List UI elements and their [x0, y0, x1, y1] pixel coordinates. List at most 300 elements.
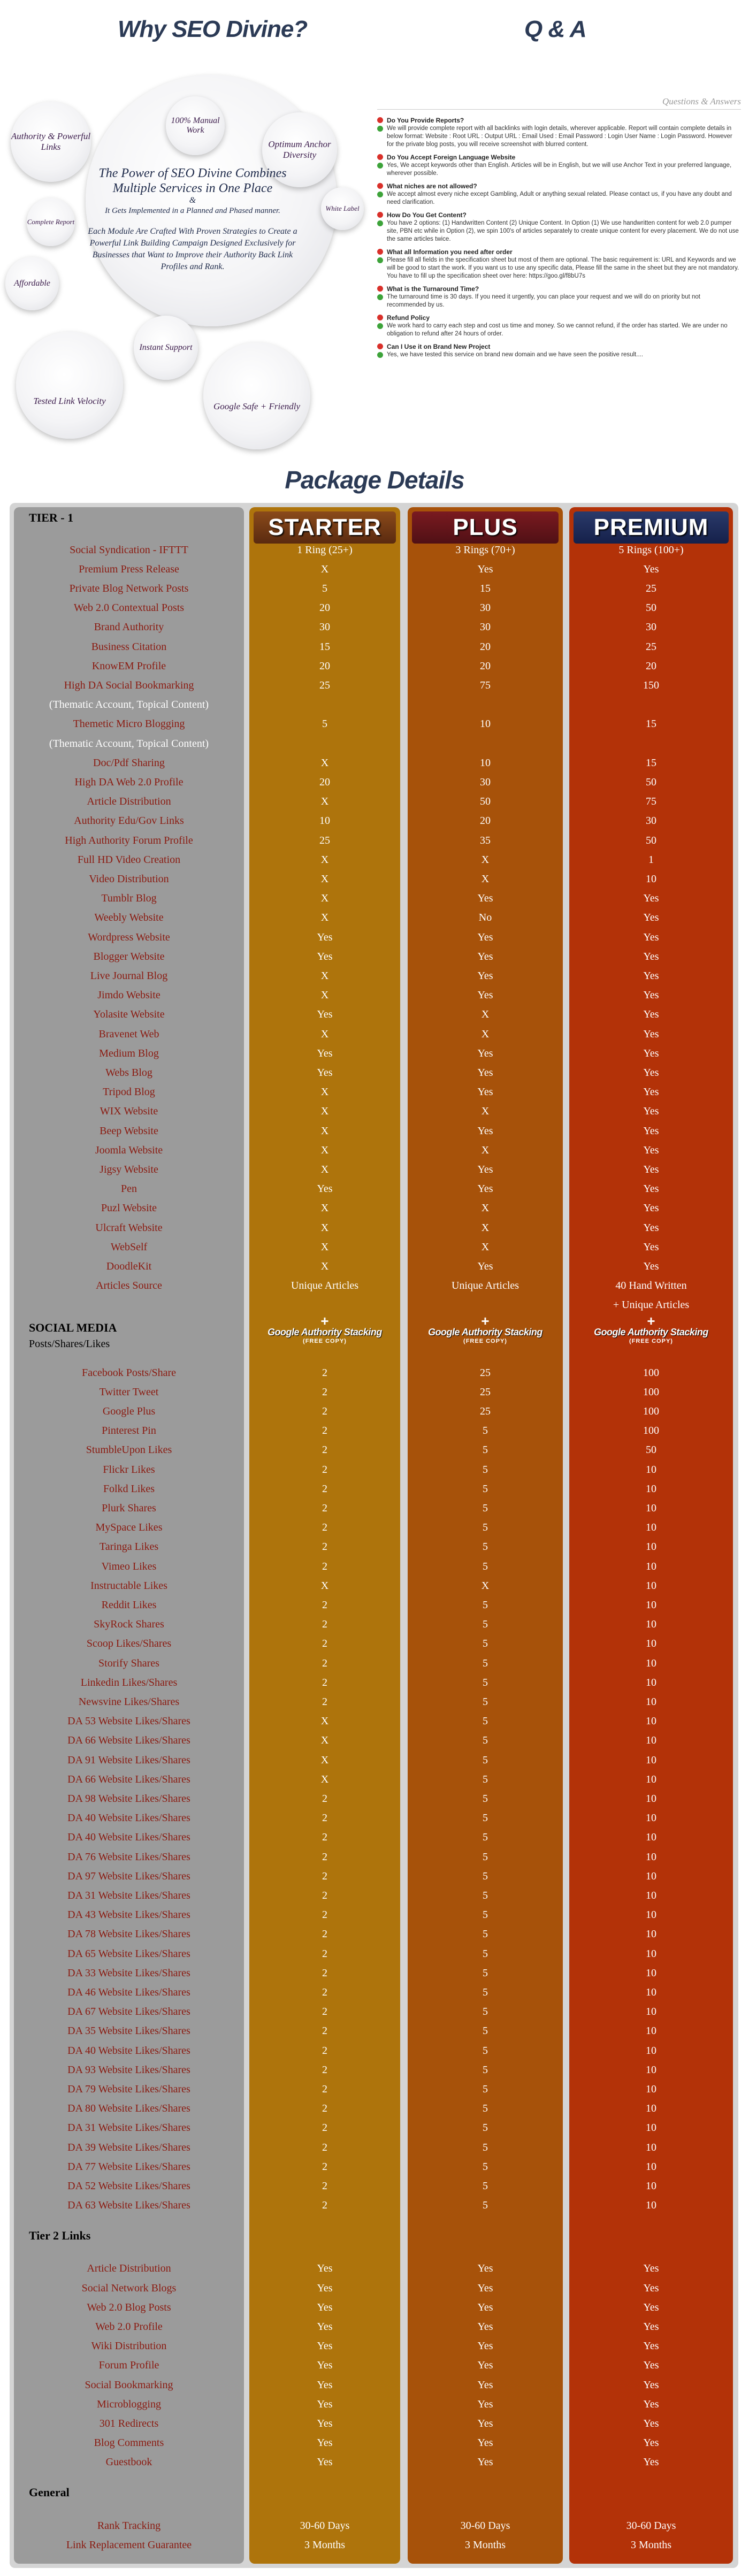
feature-label: Premium Press Release: [79, 563, 179, 575]
plus-value: Yes: [477, 1086, 493, 1098]
premium-value: 10: [646, 1657, 656, 1669]
feature-label: Newsvine Likes/Shares: [78, 1695, 180, 1708]
starter-value: [249, 695, 400, 715]
premium-value: 10: [646, 873, 656, 885]
plus-value: 5: [483, 2141, 488, 2153]
feature-label: Wordpress Website: [88, 931, 170, 943]
starter-value: 25: [319, 834, 330, 846]
feature-label: DA 46 Website Likes/Shares: [67, 1986, 190, 1998]
starter-value: 2: [322, 2006, 327, 2018]
feature-label: Taringa Likes: [99, 1541, 159, 1553]
plus-value: Yes: [477, 2456, 493, 2468]
plus-value: 3 Months: [464, 2539, 506, 2551]
premium-value: Yes: [643, 1086, 659, 1098]
answer-bullet-icon: [377, 323, 383, 329]
feature-label: [14, 1296, 244, 1315]
premium-value: 100: [643, 1366, 659, 1379]
premium-value: 75: [646, 796, 656, 808]
premium-value: 40 Hand Written: [615, 1280, 687, 1292]
feature-label: Article Distribution: [87, 796, 171, 808]
bubble-report: Complete Report: [27, 198, 75, 246]
premium-value: 30: [646, 815, 656, 827]
feature-label: Web 2.0 Contextual Posts: [73, 602, 185, 614]
starter-value: 2: [322, 1967, 327, 1979]
premium-value: Yes: [643, 989, 659, 1002]
starter-value: X: [320, 1163, 329, 1175]
plus-value: 5: [483, 1618, 488, 1631]
premium-value: Yes: [643, 2398, 659, 2410]
starter-value: 25: [319, 679, 330, 691]
feature-label: High DA Social Bookmarking: [64, 679, 194, 691]
premium-value: 10: [646, 2083, 656, 2095]
plus-value: X: [481, 1202, 490, 1214]
plus-value: Yes: [477, 1066, 493, 1079]
premium-value: 5 Rings (100+): [618, 544, 684, 556]
feature-column: [14, 507, 244, 2564]
plus-value: X: [481, 1579, 490, 1592]
premium-value: 10: [646, 1463, 656, 1476]
question-bullet-icon: [377, 286, 383, 292]
starter-value: X: [320, 969, 329, 982]
plus-value: Yes: [477, 1125, 493, 1137]
qa-answer: Yes, We accept keywords other than English. Articles will be in English, but we will use Anchor Text in your preferred language, wherever possible.: [387, 162, 732, 177]
plus-value: Yes: [477, 989, 493, 1002]
feature-label: DA 65 Website Likes/Shares: [67, 1947, 190, 1960]
answer-bullet-icon: [377, 220, 383, 226]
plus-value: 5: [483, 1889, 488, 1901]
starter-value: 2: [322, 1851, 327, 1863]
feature-label: Private Blog Network Posts: [69, 582, 189, 594]
starter-value: 2: [322, 2160, 327, 2173]
qa-question: Refund Policy: [387, 314, 430, 322]
premium-value: 100: [643, 1425, 659, 1437]
premium-value: Yes: [643, 1221, 659, 1234]
plus-value: Yes: [477, 2398, 493, 2410]
starter-value: 30-60 Days: [300, 2519, 350, 2532]
starter-value: 2: [322, 1405, 327, 1417]
premium-value: 10: [646, 1579, 656, 1592]
starter-value: 1 Ring (25+): [297, 544, 353, 556]
feature-label: (Thematic Account, Topical Content): [49, 699, 209, 711]
stack-plus: +: [320, 1313, 329, 1329]
feature-label: Tumblr Blog: [101, 892, 157, 905]
starter-value: X: [320, 796, 329, 808]
feature-label: Medium Blog: [99, 1047, 159, 1059]
feature-label: DA 63 Website Likes/Shares: [67, 2199, 190, 2212]
qa-answer: We work hard to carry each step and cost us time and money. So we cannot refund, if the order has started. We are under no obligation to refund after 24 hours of order.: [387, 323, 728, 337]
plus-header: PLUS: [412, 511, 559, 544]
google-stacking-bonus: [408, 1315, 563, 1344]
plus-value: No: [478, 912, 492, 924]
plus-value: 5: [483, 2006, 488, 2018]
starter-value: Unique Articles: [291, 1280, 359, 1292]
starter-value: 2: [322, 2044, 327, 2057]
feature-label: Folkd Likes: [103, 1482, 155, 1495]
feature-label: Article Distribution: [87, 2262, 171, 2275]
starter-value: 2: [322, 1947, 327, 1960]
bubble-authority: Authority & Powerful Links: [11, 102, 91, 182]
starter-value: X: [320, 563, 329, 575]
premium-value: Yes: [643, 2262, 659, 2275]
plus-value: 5: [483, 1831, 488, 1844]
plus-value: 5: [483, 1463, 488, 1476]
feature-label: Facebook Posts/Share: [81, 1366, 177, 1379]
premium-value: 30-60 Days: [626, 2519, 676, 2532]
tier2-title: Tier 2 Links: [29, 2228, 91, 2242]
answer-bullet-icon: [377, 192, 383, 197]
premium-value: Yes: [643, 2456, 659, 2468]
social-subtitle: Posts/Shares/Likes: [29, 1337, 110, 1350]
plus-value: 25: [480, 1405, 491, 1417]
starter-value: [249, 1296, 400, 1315]
starter-value: 2: [322, 1366, 327, 1379]
question-bullet-icon: [377, 343, 383, 349]
general-title: General: [29, 2486, 70, 2499]
plus-value: Yes: [477, 1047, 493, 1059]
feature-label: MySpace Likes: [95, 1522, 163, 1534]
feature-label: DA 80 Website Likes/Shares: [67, 2103, 190, 2115]
starter-value: 2: [322, 1599, 327, 1611]
social-title: SOCIAL MEDIA: [29, 1321, 117, 1334]
premium-value: 50: [646, 1444, 656, 1456]
premium-value: 10: [646, 1986, 656, 1998]
plus-value: 5: [483, 1986, 488, 1998]
premium-value: Yes: [643, 912, 659, 924]
plus-value: 5: [483, 1541, 488, 1553]
plus-value: [408, 734, 563, 753]
premium-value: Yes: [643, 2340, 659, 2352]
feature-label: Plurk Shares: [102, 1502, 156, 1514]
plus-value: 30: [480, 776, 491, 788]
plus-value: 5: [483, 1522, 488, 1534]
center-subtitle: It Gets Implemented in a Planned and Phased manner.: [105, 207, 280, 215]
plus-value: 5: [483, 1695, 488, 1708]
premium-value: 3 Months: [630, 2539, 672, 2551]
starter-column: [249, 507, 400, 2564]
plus-value: 5: [483, 1502, 488, 1514]
starter-value: 2: [322, 1792, 327, 1805]
feature-label: Ulcraft Website: [95, 1221, 163, 1234]
bubble-manual-work: 100% Manual Work: [166, 96, 225, 155]
premium-value: 10: [646, 1638, 656, 1650]
starter-value: 30: [319, 621, 330, 633]
qa-item: [377, 182, 741, 207]
feature-label: Jigsy Website: [100, 1163, 158, 1175]
premium-value: 10: [646, 1482, 656, 1495]
plus-value: Yes: [477, 2359, 493, 2372]
premium-value: 10: [646, 2025, 656, 2037]
feature-label: DA 35 Website Likes/Shares: [67, 2025, 190, 2037]
plus-value: 25: [480, 1366, 491, 1379]
plus-value: 5: [483, 1734, 488, 1747]
feature-label: DA 78 Website Likes/Shares: [67, 1928, 190, 1940]
starter-value: 2: [322, 1676, 327, 1688]
stack-title: Google Authority Stacking: [594, 1327, 708, 1337]
feature-label: Blog Comments: [94, 2437, 164, 2449]
starter-value: X: [320, 1144, 329, 1156]
stack-plus: +: [647, 1313, 655, 1329]
plus-value: 35: [480, 834, 491, 846]
bubble-instant-support: Instant Support: [134, 316, 198, 380]
starter-header: STARTER: [254, 511, 396, 544]
starter-value: 5: [322, 582, 327, 594]
starter-value: X: [320, 756, 329, 769]
plus-value: 5: [483, 2199, 488, 2212]
feature-label: DA 39 Website Likes/Shares: [67, 2141, 190, 2153]
starter-value: 2: [322, 1618, 327, 1631]
qa-section: [377, 96, 741, 363]
plus-value: 5: [483, 1909, 488, 1921]
feature-label: DA 33 Website Likes/Shares: [67, 1967, 190, 1979]
feature-label: DA 31 Website Likes/Shares: [67, 2122, 190, 2134]
premium-value: 10: [646, 1754, 656, 1766]
plus-value: X: [481, 853, 490, 866]
bubble-white-label: White Label: [321, 187, 364, 230]
starter-value: X: [320, 989, 329, 1002]
question-bullet-icon: [377, 117, 383, 123]
plus-value: Yes: [477, 2417, 493, 2429]
feature-label: DA 91 Website Likes/Shares: [67, 1754, 190, 1766]
starter-value: X: [320, 892, 329, 905]
plus-value: 30-60 Days: [460, 2519, 510, 2532]
feature-label: Social Network Blogs: [81, 2282, 177, 2294]
feature-label: Storify Shares: [98, 1657, 159, 1669]
plus-value: Yes: [477, 2340, 493, 2352]
feature-label: High DA Web 2.0 Profile: [74, 776, 184, 788]
starter-value: Yes: [317, 931, 333, 943]
plus-value: 5: [483, 1425, 488, 1437]
starter-value: Yes: [317, 2282, 333, 2294]
premium-value: 10: [646, 1792, 656, 1805]
qa-header: Questions & Answers: [377, 96, 741, 110]
premium-header: PREMIUM: [574, 511, 729, 544]
plus-value: X: [481, 1221, 490, 1234]
feature-label: WIX Website: [100, 1105, 158, 1118]
plus-value: 5: [483, 1638, 488, 1650]
qa-question: How Do You Get Content?: [387, 211, 467, 219]
premium-value: 10: [646, 1541, 656, 1553]
plus-value: Yes: [477, 2437, 493, 2449]
feature-label: Flickr Likes: [103, 1463, 155, 1476]
premium-value: [569, 695, 733, 715]
answer-bullet-icon: [377, 294, 383, 300]
premium-value: 150: [643, 679, 659, 691]
feature-label: Yolasite Website: [93, 1008, 165, 1021]
plus-value: [408, 695, 563, 715]
qa-question: Can I Use it on Brand New Project: [387, 343, 491, 350]
qa-item: [377, 342, 741, 359]
starter-value: 2: [322, 1986, 327, 1998]
qa-answer: The turnaround time is 30 days. If you need it urgently, you can place your request and we will do on priority but not recommended by us.: [387, 294, 700, 308]
bubble-google-safe: Google Safe + Friendly: [203, 342, 310, 449]
premium-value: 10: [646, 1502, 656, 1514]
starter-value: X: [320, 873, 329, 885]
feature-label: Web 2.0 Profile: [95, 2320, 163, 2333]
feature-label: KnowEM Profile: [91, 660, 166, 672]
feature-label: Reddit Likes: [101, 1599, 157, 1611]
premium-value: Yes: [643, 1008, 659, 1021]
premium-value: 10: [646, 1851, 656, 1863]
center-amp: &: [189, 196, 196, 205]
plus-value: 20: [480, 640, 491, 653]
starter-value: 2: [322, 2025, 327, 2037]
feature-label: DA 67 Website Likes/Shares: [67, 2006, 190, 2018]
plus-value: 5: [483, 2160, 488, 2173]
starter-value: X: [320, 1221, 329, 1234]
plus-value: 5: [483, 2025, 488, 2037]
starter-value: 10: [319, 815, 330, 827]
premium-value: + Unique Articles: [613, 1299, 690, 1311]
feature-label: StumbleUpon Likes: [86, 1444, 172, 1456]
feature-label: Instructable Likes: [90, 1579, 167, 1592]
starter-value: X: [320, 1734, 329, 1747]
plus-value: 5: [483, 1676, 488, 1688]
package-heading: Package Details: [285, 466, 464, 494]
premium-value: 10: [646, 2103, 656, 2115]
feature-label: Pen: [121, 1183, 137, 1195]
premium-value: Yes: [643, 2282, 659, 2294]
qa-item: [377, 314, 741, 338]
plus-value: Yes: [477, 2282, 493, 2294]
google-stacking-bonus: [249, 1315, 400, 1344]
feature-label: SkyRock Shares: [94, 1618, 164, 1631]
plus-column: [408, 507, 563, 2564]
starter-value: Yes: [317, 2398, 333, 2410]
feature-label: Social Bookmarking: [85, 2379, 173, 2391]
plus-value: 5: [483, 1773, 488, 1785]
plus-value: 5: [483, 1599, 488, 1611]
starter-value: 2: [322, 1386, 327, 1398]
feature-label: Link Replacement Guarantee: [66, 2539, 192, 2551]
premium-value: 10: [646, 1618, 656, 1631]
plus-value: 30: [480, 602, 491, 614]
plus-value: 5: [483, 1812, 488, 1824]
premium-value: Yes: [643, 2437, 659, 2449]
tier1-title: TIER - 1: [29, 511, 74, 524]
feature-label: High Authority Forum Profile: [65, 834, 193, 846]
plus-value: 20: [480, 815, 491, 827]
plus-value: X: [481, 1241, 490, 1253]
starter-value: 15: [319, 640, 330, 653]
bubble-affordable: Affordable: [5, 257, 59, 310]
features-bubble-area: [11, 75, 369, 449]
feature-label: DA 40 Website Likes/Shares: [67, 1812, 190, 1824]
plus-value: Yes: [477, 1260, 493, 1272]
plus-value: 5: [483, 2180, 488, 2192]
feature-label: Forum Profile: [98, 2359, 159, 2372]
qa-question: Do You Provide Reports?: [387, 117, 464, 124]
stack-title: Google Authority Stacking: [268, 1327, 382, 1337]
starter-value: 2: [322, 1482, 327, 1495]
answer-bullet-icon: [377, 257, 383, 263]
plus-value: 5: [483, 1482, 488, 1495]
why-heading: Why SEO Divine?: [118, 16, 308, 42]
premium-value: Yes: [643, 1144, 659, 1156]
starter-value: Yes: [317, 2262, 333, 2275]
starter-value: Yes: [317, 2379, 333, 2391]
feature-label: Themetic Micro Blogging: [73, 718, 185, 730]
premium-value: Yes: [643, 1125, 659, 1137]
premium-value: 50: [646, 834, 656, 846]
feature-label: Authority Edu/Gov Links: [74, 815, 184, 827]
premium-value: 10: [646, 1695, 656, 1708]
starter-value: Yes: [317, 1066, 333, 1079]
feature-label: Scoop Likes/Shares: [86, 1638, 172, 1650]
plus-value: 5: [483, 1560, 488, 1572]
qa-answer: Yes, we have tested this service on brand new domain and we have seen the positive result....: [387, 351, 644, 358]
feature-label: DA 31 Website Likes/Shares: [67, 1889, 190, 1901]
premium-value: 10: [646, 1947, 656, 1960]
premium-value: 10: [646, 2063, 656, 2076]
plus-value: Yes: [477, 563, 493, 575]
feature-label: Social Syndication - IFTTT: [70, 544, 188, 556]
feature-label: DA 97 Website Likes/Shares: [67, 1870, 190, 1882]
starter-value: 2: [322, 1831, 327, 1844]
feature-label: Video Distribution: [89, 873, 169, 885]
plus-value: 5: [483, 1851, 488, 1863]
feature-label: Bravenet Web: [98, 1028, 159, 1040]
feature-label: Weebly Website: [94, 912, 164, 924]
starter-value: 2: [322, 2141, 327, 2153]
feature-label: DA 77 Website Likes/Shares: [67, 2160, 190, 2173]
feature-label: DA 52 Website Likes/Shares: [67, 2180, 190, 2192]
premium-value: Yes: [643, 1066, 659, 1079]
qa-question: What is the Turnaround Time?: [387, 285, 479, 293]
premium-value: Yes: [643, 563, 659, 575]
starter-value: X: [320, 912, 329, 924]
starter-value: 2: [322, 1812, 327, 1824]
feature-label: Brand Authority: [94, 621, 164, 633]
starter-value: 5: [322, 718, 327, 730]
google-stacking-bonus: [569, 1315, 733, 1344]
premium-value: 25: [646, 582, 656, 594]
center-title: The Power of SEO Divine Combines Multiple Services in One Place: [98, 166, 287, 195]
premium-value: 10: [646, 2006, 656, 2018]
plus-value: Yes: [477, 892, 493, 905]
qa-question: Do You Accept Foreign Language Website: [387, 154, 516, 161]
starter-value: Yes: [317, 2340, 333, 2352]
starter-value: 20: [319, 602, 330, 614]
premium-value: 10: [646, 1870, 656, 1882]
feature-label: Linkedin Likes/Shares: [80, 1676, 178, 1688]
plus-value: Unique Articles: [451, 1280, 519, 1292]
answer-bullet-icon: [377, 352, 383, 358]
qa-item: [377, 211, 741, 243]
premium-value: 15: [646, 718, 656, 730]
qa-item: [377, 248, 741, 280]
premium-value: 10: [646, 2141, 656, 2153]
premium-value: 10: [646, 2199, 656, 2212]
premium-value: Yes: [643, 2417, 659, 2429]
starter-value: 2: [322, 1928, 327, 1940]
plus-value: 5: [483, 1792, 488, 1805]
plus-value: 5: [483, 2103, 488, 2115]
center-body: Each Module Are Crafted With Proven Strategies to Create a Powerful Link Building Campaign Designed Exclusively for Businesses that Want to Improve their Authority Back Link Profiles and Rank.: [88, 227, 297, 271]
premium-column: [569, 507, 733, 2564]
plus-value: 20: [480, 660, 491, 672]
plus-value: [408, 1296, 563, 1315]
qa-answer: We will provide complete report with all backlinks with login details, wherever applicable. Report will contain complete details in below format: Website : Root URL : Output URL : Email Used : Email Password : Login User Name : Login Password. However for the private blog posts, you will receive screenshot with blurred content.: [387, 125, 732, 148]
premium-value: Yes: [643, 1241, 659, 1253]
premium-value: Yes: [643, 950, 659, 962]
starter-value: Yes: [317, 1047, 333, 1059]
answer-bullet-icon: [377, 126, 383, 132]
starter-value: X: [320, 1260, 329, 1272]
starter-value: 20: [319, 776, 330, 788]
plus-value: 5: [483, 1967, 488, 1979]
feature-label: Webs Blog: [105, 1066, 152, 1079]
feature-label: DA 79 Website Likes/Shares: [67, 2083, 190, 2095]
